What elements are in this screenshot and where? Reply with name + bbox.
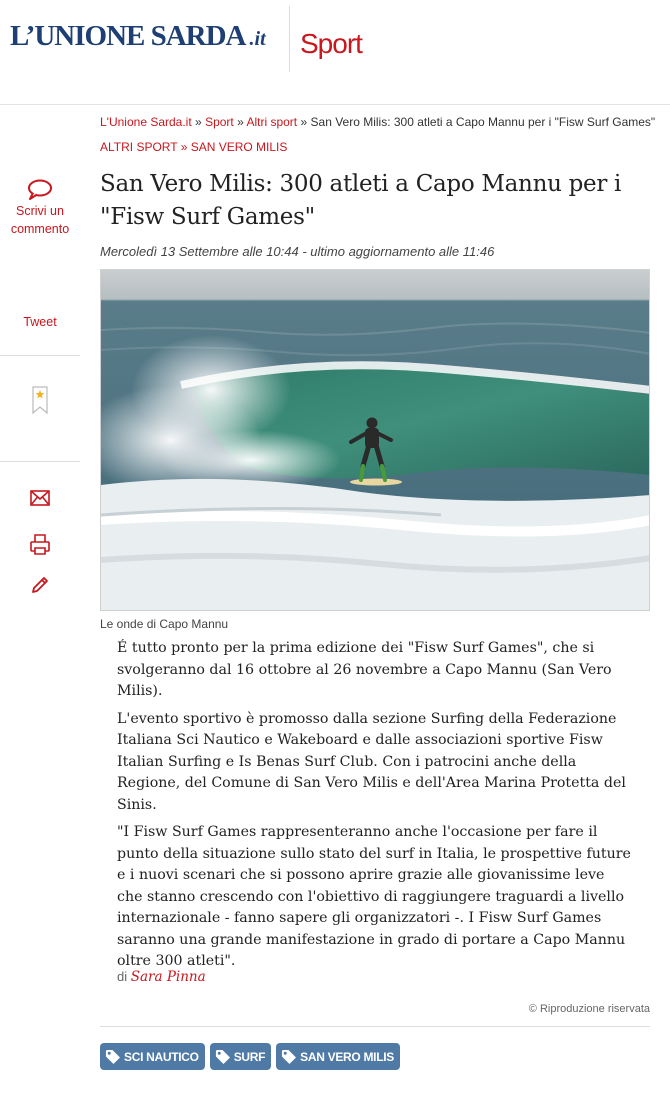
tag-list bbox=[100, 1043, 400, 1070]
breadcrumb-separator: » bbox=[195, 115, 202, 129]
article-date: Mercoledì 13 Settembre alle 10:44 - ultimo aggiornamento alle 11:46 bbox=[100, 244, 495, 259]
site-logo[interactable] bbox=[10, 20, 266, 53]
author-link[interactable]: Sara Pinna bbox=[130, 969, 206, 985]
article-paragraph: "I Fisw Surf Games rappresenteranno anche l'occasione per fare il punto della situazione sullo stato del surf in Italia, le prospettive future e i nuovi scenari che si possono aprire grazie alle giovanissime leve che stanno crescendo con l'obiettivo di raggiungere traguardi a livello internazionale - fanno sapere gli organizzatori -. I Fisw Surf Games saranno una grande manifestazione in grado di portare a Capo Mannu oltre 300 atleti". bbox=[117, 824, 631, 969]
tag-label: SURF bbox=[233, 1049, 266, 1064]
tag-icon bbox=[281, 1049, 296, 1064]
tweet-button[interactable] bbox=[0, 313, 80, 331]
article-category[interactable]: ALTRI SPORT » SAN VERO MILIS bbox=[100, 140, 288, 154]
article-paragraph: L'evento sportivo è promosso dalla sezione Surfing della Federazione Italiana Sci Nautico e Wakeboard e dalle associazioni sportive Fisw Italian Surfing e Is Benas Surf Club. Con i patrocini anche della Regione, del Comune di San Vero Milis e dell'Area Marina Protetta del Sinis. bbox=[117, 710, 626, 813]
breadcrumb bbox=[100, 115, 655, 129]
comment-icon bbox=[27, 178, 53, 200]
article-photo[interactable] bbox=[100, 269, 650, 611]
site-header bbox=[0, 0, 670, 105]
section-title[interactable]: Sport bbox=[300, 28, 362, 59]
comment-label: Scrivi un commento bbox=[10, 204, 70, 236]
breadcrumb-altri-sport[interactable]: Altri sport bbox=[246, 115, 298, 129]
tags-divider bbox=[100, 1026, 650, 1027]
photo-caption: Le onde di Capo Mannu bbox=[100, 617, 229, 631]
surfer-wave-image bbox=[101, 270, 650, 611]
email-button[interactable] bbox=[0, 490, 80, 506]
logo-suffix: .it bbox=[249, 28, 266, 50]
article-paragraph: É tutto pronto per la prima edizione dei "Fisw Surf Games", che si svolgeranno dal 16 ottobre al 26 novembre a Capo Mannu (San Vero Milis). bbox=[117, 640, 612, 699]
comment-button[interactable] bbox=[0, 178, 80, 238]
byline bbox=[117, 969, 206, 985]
breadcrumb-separator: » bbox=[237, 115, 244, 129]
share-divider bbox=[0, 355, 80, 356]
tag-label: SAN VERO MILIS bbox=[300, 1049, 394, 1064]
bookmark-button[interactable] bbox=[0, 386, 80, 414]
envelope-icon bbox=[30, 490, 50, 506]
print-button[interactable] bbox=[0, 533, 80, 555]
header-divider bbox=[289, 6, 290, 72]
tag-icon bbox=[105, 1049, 120, 1064]
tweet-label: Tweet bbox=[23, 315, 57, 329]
tag-sci-nautico[interactable] bbox=[100, 1043, 205, 1070]
copyright-notice: © Riproduzione riservata bbox=[528, 1003, 650, 1015]
article-title: San Vero Milis: 300 atleti a Capo Mannu per i "Fisw Surf Games" bbox=[100, 171, 622, 230]
edit-button[interactable] bbox=[0, 575, 80, 595]
breadcrumb-home[interactable]: L'Unione Sarda.it bbox=[100, 115, 192, 129]
bookmark-icon bbox=[32, 386, 48, 414]
breadcrumb-separator: » bbox=[300, 115, 308, 129]
byline-prefix: di bbox=[117, 969, 128, 984]
tag-san-vero-milis[interactable] bbox=[276, 1043, 400, 1070]
breadcrumb-current: San Vero Milis: 300 atleti a Capo Mannu per i "Fisw Surf Games" bbox=[310, 115, 656, 129]
share-divider bbox=[0, 461, 80, 462]
article-body bbox=[117, 638, 632, 979]
pencil-icon bbox=[30, 575, 50, 595]
breadcrumb-sport[interactable]: Sport bbox=[205, 115, 234, 129]
tag-icon bbox=[215, 1049, 230, 1064]
tag-surf[interactable] bbox=[210, 1043, 271, 1070]
printer-icon bbox=[29, 533, 51, 555]
tag-label: SCI NAUTICO bbox=[124, 1049, 199, 1064]
logo-text: L’UNIONE SARDA bbox=[10, 20, 246, 52]
